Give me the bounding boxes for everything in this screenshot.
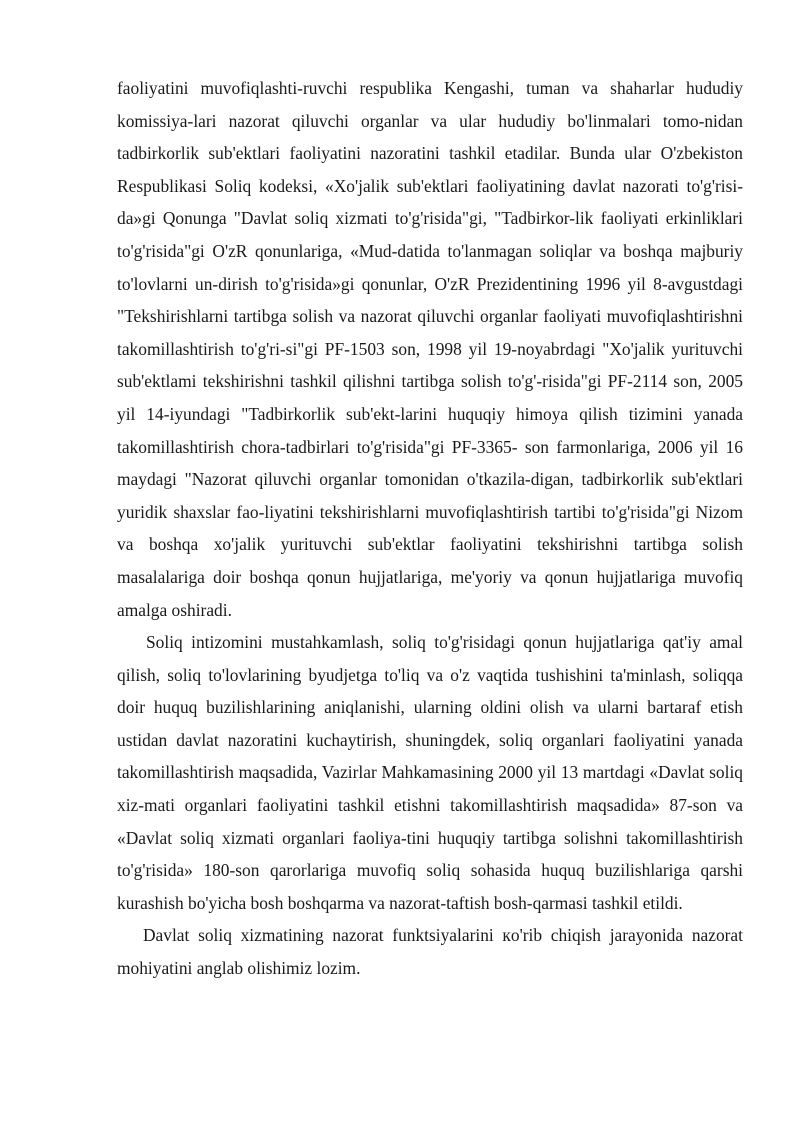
paragraph: faoliyatini muvofiqlashti-ruvchi respublika Kengashi, tuman va shaharlar hududiy komissiya-lari nazorat qiluvchi organlar va ular hududiy bo'linmalari tomo-nidan tadbirkorlik sub'ektlari faoliyatini nazoratini tashkil etadilar. Bunda ular O'zbekiston Respublikasi Soliq kodeksi, «Xo'jalik sub'ektlari faoliyatining davlat nazorati to'g'risi-da»gi Qonunga "Davlat soliq xizmati to'g'risida"gi, "Tadbirkor-lik faoliyati erkinliklari to'g'risida"gi O'zR qonunlariga, «Mud-datida to'lanmagan soliqlar va boshqa majburiy to'lovlarni un-dirish to'g'risida»gi qonunlar, O'zR Prezidentining 1996 yil 8-avgustdagi "Tekshirishlarni tartibga solish va nazorat qiluvchi organlar faoliyati muvofiqlashtirishni takomillashtirish to'g'ri-si"gi PF-1503 son, 1998 yil 19-noyabrdagi "Xo'jalik yurituvchi sub'ektlami tekshirishni tashkil qilishni tartibga solish to'g'-risida"gi PF-2114 son, 2005 yil 14-iyundagi "Tadbirkorlik sub'ekt-larini huquqiy himoya qilish tizimini yanada takomillashtirish chora-tadbirlari to'g'risida"gi PF-3365- son farmonlariga, 2006 yil 16 maydagi "Nazorat qiluvchi organlar tomonidan o'tkazila-digan, tadbirkorlik sub'ektlari yuridik shaxslar fao-liyatini tekshirishlarni muvofiqlashtirish tartibi to'g'risida"gi Nizom va boshqa xo'jalik yurituvchi sub'ektlar faoliyatini tekshirishni tartibga solish masalalariga doir boshqa qonun hujjatlariga, me'yoriy va qonun hujjatlariga muvofiq amalga oshiradi. — [117, 78, 743, 620]
document-page — [117, 72, 743, 985]
paragraph: Soliq intizomini mustahkamlash, soliq to'g'risidagi qonun hujjatlariga qat'iy amal qilish, soliq to'lovlarining byudjetga to'liq va o'z vaqtida tushishini ta'minlash, soliqqa doir huquq buzilishlarining aniqlanishi, ularning oldini olish va ularni bartaraf etish ustidan davlat nazoratini kuchaytirish, shuningdek, soliq organlari faoliyatini yanada takomillashtirish maqsadida, Vazirlar Mahkamasining 2000 yil 13 martdagi «Davlat soliq xiz-mati organlari faoliyatini tashkil etishni takomillashtirish maqsadida» 87-son va «Davlat soliq xizmati organlari faoliya-tini huquqiy tartibga solishni takomillashtirish to'g'risida» 180-son qarorlariga muvofiq soliq sohasida huquq buzilishlariga qarshi kurashish bo'yicha bosh boshqarma va nazorat-taftish bosh-qarmasi tashkil etildi. — [117, 632, 743, 913]
paragraph: Davlat soliq xizmatining nazorat funktsiyalarini кo'rib chiqish jarayonida nazorat mohiyatini anglab olishimiz lozim. — [117, 925, 743, 979]
